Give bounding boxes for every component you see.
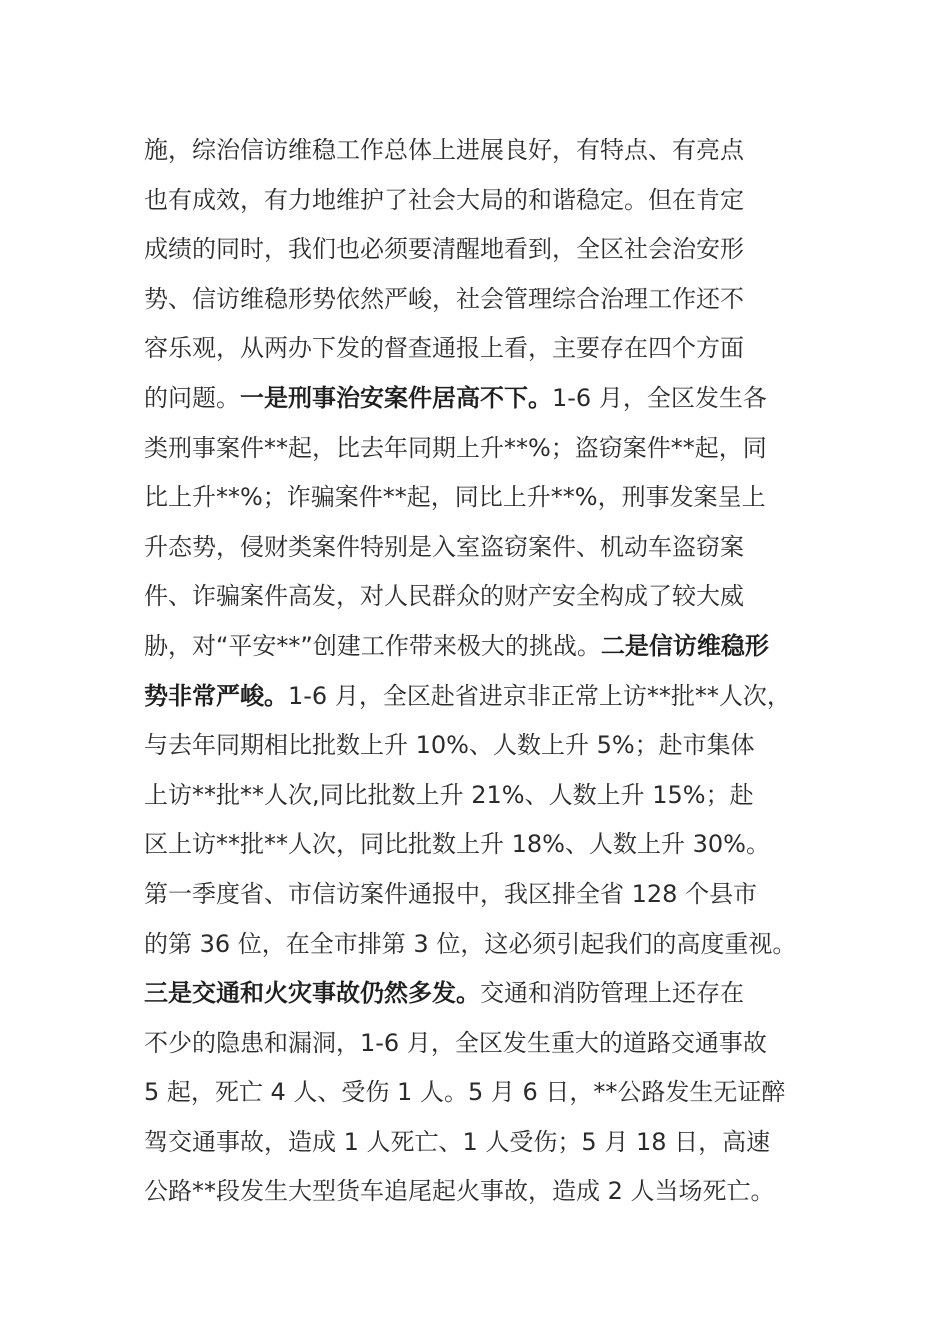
body-text-segment: 施，综治信访维稳工作总体上进展良好，有特点、有亮点 <box>144 136 744 164</box>
text-line <box>144 920 844 970</box>
bold-heading-text: 三是交通和火灾事故仍然多发。 <box>144 979 480 1008</box>
text-line <box>144 324 844 374</box>
text-line <box>144 1167 844 1217</box>
text-line <box>144 424 844 474</box>
text-line <box>144 126 844 176</box>
text-line <box>144 672 844 722</box>
body-text-segment: 公路**段发生大型货车追尾起火事故，造成 2 人当场死亡。 <box>144 1177 775 1206</box>
text-line <box>144 622 844 672</box>
body-text-segment: 不少的隐患和漏洞，1-6 月，全区发生重大的道路交通事故 <box>144 1028 767 1057</box>
body-text-segment: 势、信访维稳形势依然严峻，社会管理综合治理工作还不 <box>144 284 744 313</box>
body-text-segment: 件、诈骗案件高发，对人民群众的财产安全构成了较大威 <box>144 582 744 611</box>
body-text-segment: 容乐观，从两办下发的督查通报上看，主要存在四个方面 <box>144 334 744 363</box>
bold-heading-text: 二是信访维稳形 <box>600 631 769 660</box>
body-text-segment: 交通和消防管理上还存在 <box>480 979 744 1008</box>
body-text <box>144 126 844 1217</box>
body-text-segment: 的问题。 <box>144 383 240 412</box>
body-text-segment: 区上访**批**人次，同比批数上升 18%、人数上升 30%。 <box>144 830 770 859</box>
body-text-segment: 的第 36 位，在全市排第 3 位，这必须引起我们的高度重视。 <box>144 929 797 958</box>
text-line <box>144 572 844 622</box>
text-line <box>144 870 844 920</box>
text-line <box>144 820 844 870</box>
body-text-segment: 比上升**%；诈骗案件**起，同比上升**%，刑事发案呈上 <box>144 483 766 512</box>
text-line <box>144 473 844 523</box>
bold-heading-text: 势非常严峻。 <box>144 681 288 710</box>
body-text-segment: 成绩的同时，我们也必须要清醒地看到，全区社会治安形 <box>144 235 744 264</box>
text-line <box>144 1068 844 1118</box>
text-line <box>144 771 844 821</box>
body-text-segment: 升态势，侵财类案件特别是入室盗窃案件、机动车盗窃案 <box>144 532 744 561</box>
text-line <box>144 374 844 424</box>
bold-heading-text: 一是刑事治安案件居高不下。 <box>240 383 552 412</box>
text-line <box>144 275 844 325</box>
text-line <box>144 969 844 1019</box>
text-line <box>144 1118 844 1168</box>
body-text-segment: 1-6 月，全区赴省进京非正常上访**批**人次， <box>288 681 791 710</box>
text-line <box>144 176 844 226</box>
text-line <box>144 225 844 275</box>
body-text-segment: 胁，对“平安**”创建工作带来极大的挑战。 <box>144 631 601 660</box>
text-line <box>144 721 844 771</box>
text-line <box>144 1019 844 1069</box>
body-text-segment: 也有成效，有力地维护了社会大局的和谐稳定。但在肯定 <box>144 185 744 214</box>
body-text-segment: 与去年同期相比批数上升 10%、人数上升 5%；赴市集体 <box>144 731 755 760</box>
text-line <box>144 523 844 573</box>
body-text-segment: 驾交通事故，造成 1 人死亡、1 人受伤；5 月 18 日，高速 <box>144 1127 771 1156</box>
body-text-segment: 第一季度省、市信访案件通报中，我区排全省 128 个县市 <box>144 879 758 908</box>
body-text-segment: 1-6 月，全区发生各 <box>552 383 767 412</box>
body-text-segment: 5 起，死亡 4 人、受伤 1 人。5 月 6 日，**公路发生无证醉 <box>144 1078 786 1107</box>
body-text-segment: 类刑事案件**起，比去年同期上升**%；盗窃案件**起，同 <box>144 433 767 462</box>
body-text-segment: 上访**批**人次,同比批数上升 21%、人数上升 15%；赴 <box>144 780 754 809</box>
